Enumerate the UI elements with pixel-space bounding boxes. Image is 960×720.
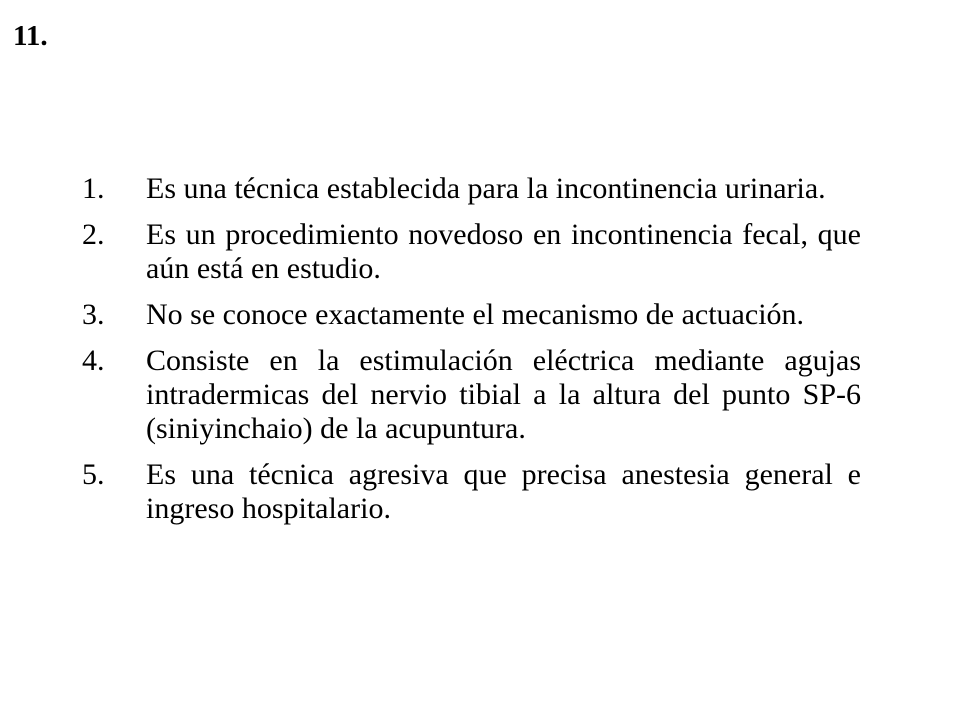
answer-item-4 <box>0 344 861 446</box>
answer-item-2 <box>0 218 861 286</box>
answer-text: Consiste en la estimulación eléctrica mediante agujas intradermicas del nervio tibial a la altura del punto SP-6 (siniyinchaio) de la acupuntura. <box>146 344 861 445</box>
answer-item-5 <box>0 458 861 526</box>
answer-item-1 <box>0 172 861 206</box>
answer-list <box>0 172 960 538</box>
answer-number: 4. <box>82 344 105 377</box>
question-number: 11. <box>13 20 48 52</box>
answer-number: 2. <box>82 218 105 251</box>
answer-item-3 <box>0 298 861 332</box>
answer-text: Es un procedimiento novedoso en incontinencia fecal, que aún está en estudio. <box>146 218 861 285</box>
answer-number: 5. <box>82 458 105 491</box>
answer-text: Es una técnica agresiva que precisa anestesia general e ingreso hospitalario. <box>146 458 861 525</box>
answer-text: Es una técnica establecida para la incontinencia urinaria. <box>146 172 826 205</box>
answer-number: 3. <box>82 298 105 331</box>
answer-number: 1. <box>82 172 105 205</box>
answer-text: No se conoce exactamente el mecanismo de actuación. <box>146 298 805 331</box>
